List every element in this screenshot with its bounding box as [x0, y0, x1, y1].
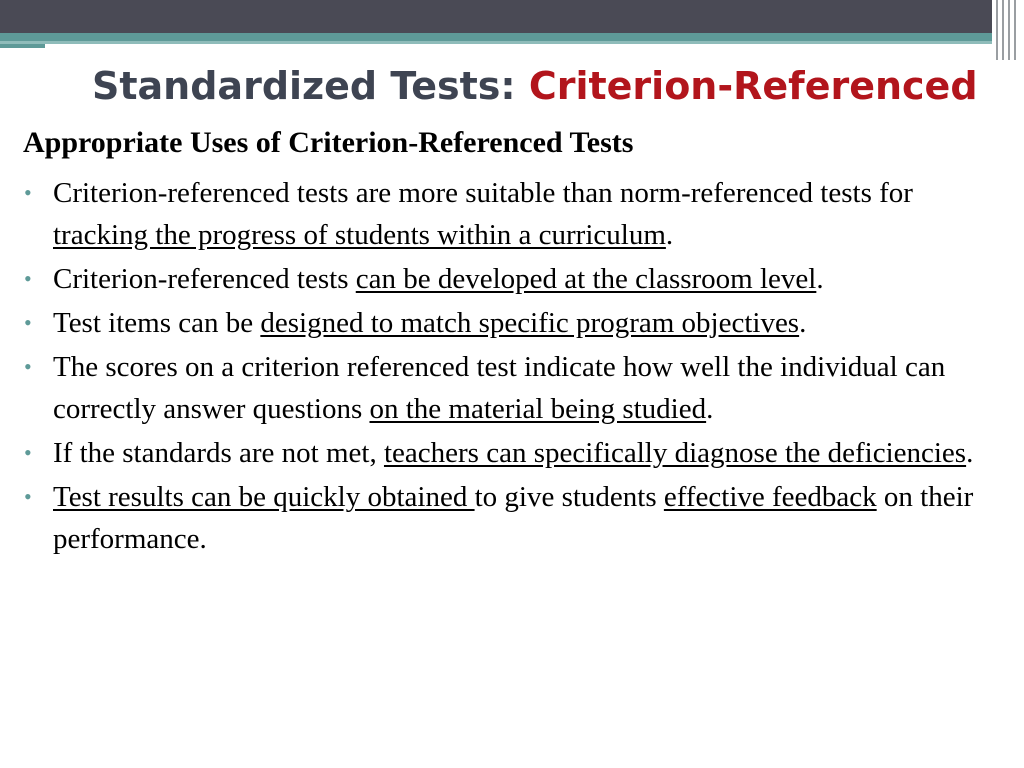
bullet-emphasis: Test results can be quickly obtained [53, 481, 475, 513]
bullet-text-end: . [966, 437, 974, 469]
bullet-emphasis: tracking the progress of students within a curriculum [53, 219, 666, 251]
bullet-text: If the standards are not met, [53, 437, 384, 469]
bullet-emphasis: on the material being studied [369, 393, 707, 425]
bullet-text: Criterion-referenced tests [53, 263, 356, 295]
bullet-emphasis: designed to match specific program objectives [260, 307, 800, 339]
bullet-item [23, 432, 1008, 474]
bullet-icon: • [24, 180, 32, 205]
bullet-text-end: on their performance. [53, 481, 974, 555]
bullet-item [23, 172, 1008, 256]
bullet-icon: • [24, 484, 32, 509]
bullet-emphasis-2: effective feedback [663, 481, 877, 513]
bullet-emphasis: teachers can specifically diagnose the deficiencies [383, 437, 967, 469]
bullet-text-end: . [665, 219, 674, 251]
bullet-icon: • [24, 266, 32, 291]
section-heading: Appropriate Uses of Criterion-Referenced Tests [23, 126, 634, 159]
right-decoration [992, 0, 1024, 60]
corner-tab [0, 44, 45, 48]
bullet-icon: • [24, 310, 32, 335]
bullet-item [23, 346, 1008, 430]
slide-title [92, 64, 978, 108]
bullet-text: Test items can be [53, 307, 261, 339]
bullet-text-end: . [799, 307, 807, 339]
title-prefix: Standardized Tests: [92, 64, 529, 108]
bullet-item [23, 302, 1008, 344]
bullet-text: Criterion-referenced tests are more suitable than norm-referenced tests for [53, 177, 913, 209]
title-accent: Criterion-Referenced [528, 64, 978, 108]
bullet-text-end: . [706, 393, 714, 425]
bullet-icon: • [24, 440, 32, 465]
bullet-text: The scores on a criterion referenced test indicate how well the individual can correctly answer questions [53, 351, 946, 425]
bullet-text-mid: to give students [474, 481, 664, 513]
bullet-text-end: . [816, 263, 824, 295]
bullet-list [23, 172, 1008, 562]
bullet-item [23, 476, 1008, 560]
header-stripe-light [0, 41, 1024, 44]
bullet-emphasis: can be developed at the classroom level [355, 263, 817, 295]
header-stripe [0, 33, 1024, 41]
bullet-item [23, 258, 1008, 300]
bullet-icon: • [24, 354, 32, 379]
